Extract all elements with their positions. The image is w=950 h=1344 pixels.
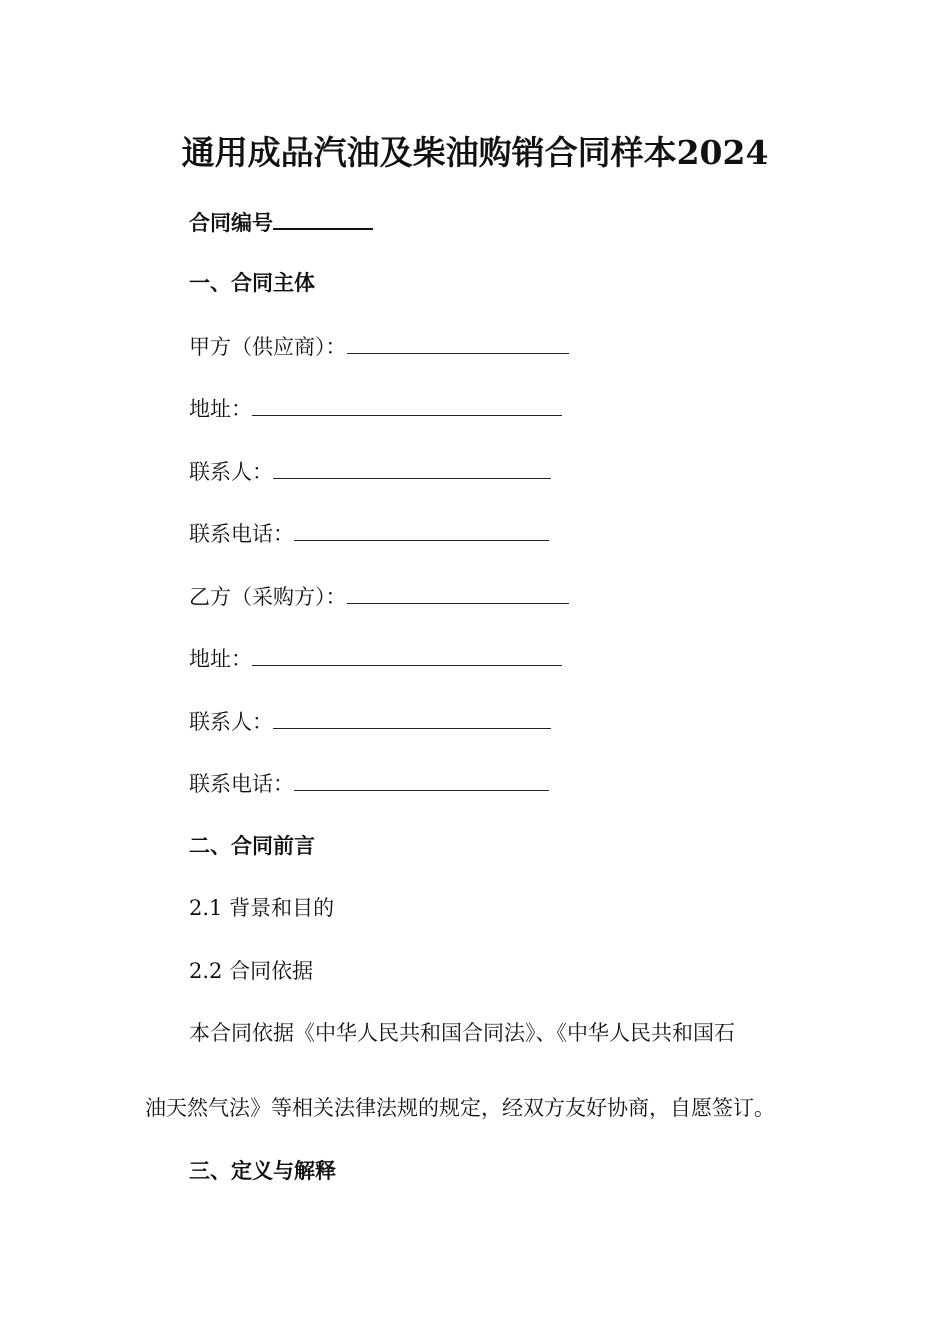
party-a-row — [189, 331, 569, 362]
party-a-phone-label: 联系电话： — [189, 522, 294, 546]
contract-number-row — [189, 206, 373, 238]
contract-number-label: 合同编号 — [189, 210, 273, 235]
party-b-phone-blank[interactable] — [294, 768, 549, 791]
party-a-phone-row — [189, 518, 549, 549]
section-1-heading: 一、合同主体 — [189, 270, 315, 295]
party-a-contact-row — [189, 456, 551, 487]
basis-paragraph-line-2: 油天然气法》等相关法律法规的规定，经双方友好协商，自愿签订。 — [145, 1096, 775, 1120]
party-b-contact-label: 联系人： — [189, 710, 273, 734]
item-2-2: 2.2 合同依据 — [189, 959, 314, 983]
party-b-contact-blank[interactable] — [273, 706, 551, 729]
party-b-phone-row — [189, 768, 549, 799]
party-b-contact-row — [189, 706, 551, 737]
basis-paragraph-line-1: 本合同依据《中华人民共和国合同法》、《中华人民共和国石 — [189, 1021, 735, 1045]
party-b-blank[interactable] — [347, 581, 569, 604]
party-a-label: 甲方（供应商）： — [189, 335, 347, 359]
party-b-address-label: 地址： — [189, 647, 252, 671]
contract-number-blank[interactable] — [273, 206, 373, 230]
section-2-heading: 二、合同前言 — [189, 833, 315, 858]
party-a-contact-label: 联系人： — [189, 460, 273, 484]
party-b-phone-label: 联系电话： — [189, 772, 294, 796]
party-b-address-blank[interactable] — [252, 643, 562, 666]
party-a-phone-blank[interactable] — [294, 518, 549, 541]
party-a-address-row — [189, 393, 562, 424]
party-a-blank[interactable] — [347, 331, 569, 354]
item-2-1: 2.1 背景和目的 — [189, 896, 335, 920]
section-3-heading: 三、定义与解释 — [189, 1158, 336, 1183]
document-title: 通用成品汽油及柴油购销合同样本2024 — [181, 133, 769, 172]
party-b-row — [189, 581, 569, 612]
party-a-address-blank[interactable] — [252, 393, 562, 416]
party-a-address-label: 地址： — [189, 397, 252, 421]
party-b-address-row — [189, 643, 562, 674]
party-a-contact-blank[interactable] — [273, 456, 551, 479]
party-b-label: 乙方（采购方）： — [189, 585, 347, 609]
